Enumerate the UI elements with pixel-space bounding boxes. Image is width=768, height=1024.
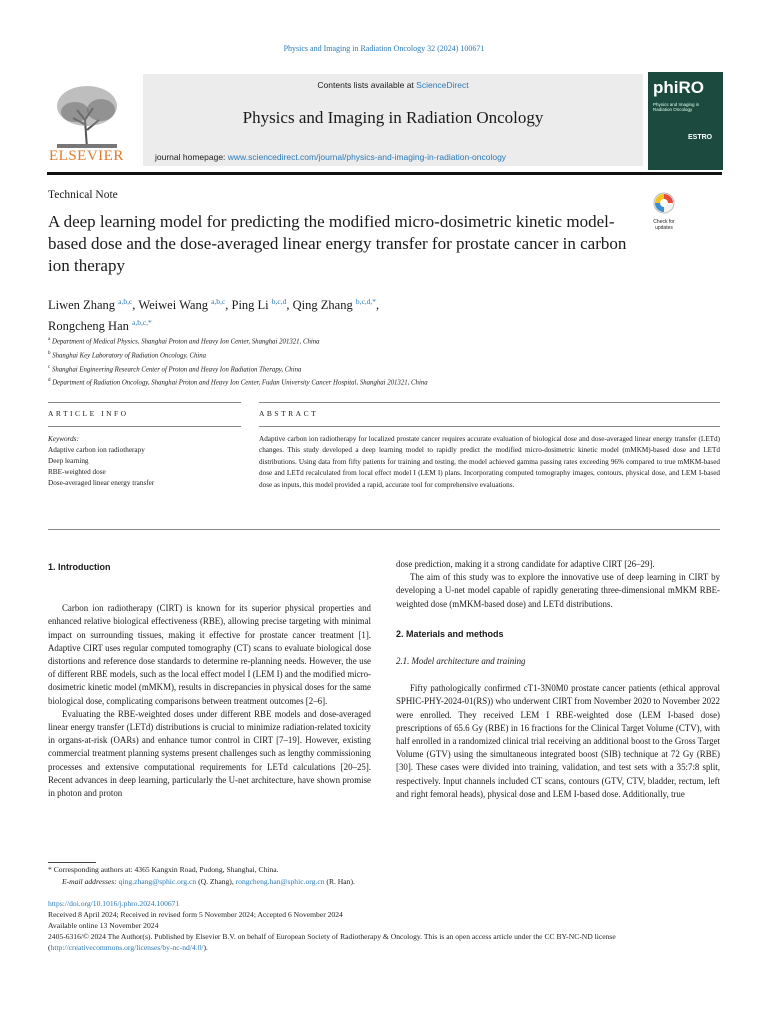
- body-column-right: [396, 558, 720, 801]
- homepage-label: journal homepage:: [155, 152, 228, 162]
- homepage-link[interactable]: www.sciencedirect.com/journal/physics-and-imaging-in-radiation-oncology: [227, 152, 507, 162]
- crossmark-label: Check for updates: [653, 219, 675, 231]
- author-list: Liwen Zhang $^{a,b,c}$, Weiwei Wang $^{a,b,c}$, Ping Li $^{b,c,d}$, Qing Zhang $^{b,c,d,*}$, Rongcheng Han $^{a,b,c,*}$: [48, 297, 380, 334]
- author[interactable]: Rongcheng Han $^{a,b,c,*}$: [48, 318, 152, 334]
- article-type: Technical Note: [48, 189, 118, 201]
- paragraph: Fifty pathologically confirmed cT1-3N0M0 prostate cancer patients (ethical approval SPHIC-PHY-2024-01(RS)) who underwent CIRT from November 2020 to November 2022 were enrolled. They received LEM I RBE-weighted dose (LEM I-based dose) prescriptions of 65.6 Gy (RBE) in 16 fractions for the Clinical Target Volume (CTV), with half enrolled in a randomized clinical trial receiving an additional boost to the Gross Target Volume (GTV) using the simultaneous integrated boost (SIB) technique at 72 Gy (RBE) [30]. These cases were divided into training, validation, and test sets with a 35:7:8 split, respectively. Input channels included CT scans, contours (GTV, CTV, bladder, rectum, left and right femoral heads), physical dose and LEM I-based dose. Additionally, true: [396, 683, 720, 799]
- affiliation-item: $^b$ Shanghai Key Laboratory of Radiation Oncology, China: [48, 350, 207, 360]
- abstract-heading: ABSTRACT: [259, 409, 319, 418]
- homepage-line: [155, 152, 506, 162]
- author[interactable]: Liwen Zhang $^{a,b,c}$: [48, 297, 133, 313]
- affiliation-item: $^d$ Department of Radiation Oncology, Shanghai Proton and Heavy Ion Center, Fudan University Cancer Hospital, Shanghai 201321, China: [48, 378, 428, 387]
- doi-link[interactable]: https://doi.org/10.1016/j.phro.2024.100671: [48, 899, 180, 908]
- affiliation-item: $^a$ Department of Medical Physics, Shanghai Proton and Heavy Ion Center, Shanghai 201321, China: [48, 337, 320, 346]
- available-date: Available online 13 November 2024: [48, 921, 159, 930]
- journal-header: [47, 72, 722, 168]
- author[interactable]: Ping Li $^{b,c,d}$: [231, 297, 287, 313]
- body-column-left: [48, 558, 371, 800]
- contents-line: [143, 80, 643, 90]
- cover-subtitle: Physics and Imaging in Radiation Oncology: [653, 102, 700, 112]
- email-link[interactable]: qing.zhang@sphic.org.cn: [118, 876, 197, 886]
- section-heading: 2. Materials and methods: [396, 628, 504, 639]
- section-heading: 1. Introduction: [48, 562, 111, 572]
- crossmark-icon: [652, 192, 676, 214]
- journal-title: Physics and Imaging in Radiation Oncology: [242, 108, 544, 127]
- divider: [259, 426, 720, 427]
- received-dates: Received 8 April 2024; Received in revised form 5 November 2024; Accepted 6 November 2024: [48, 910, 343, 919]
- paragraph: Carbon ion radiotherapy (CIRT) is known for its superior physical properties and enhanced relative biological effectiveness (RBE), allowing precise targeting with minimal impact on surrounding tissues, making it effective for prostate cancer treatment [1]. Adaptive CIRT uses regular computed tomography (CT) scans to evaluate biological dose distortions and reference dose standards to determine re-planning needs. However, the use of different RBE models, such as the local effect model I (LEM I) and the modified micro-dosimetric kinetic model (mMKM), results in discrepancies in physical doses for the same biological dose, complicating comparisons between treatment outcomes [2–6].: [48, 603, 371, 706]
- publisher-name: ELSEVIER: [49, 148, 124, 164]
- keyword[interactable]: Adaptive carbon ion radiotherapy: [48, 446, 145, 454]
- license-line: [48, 931, 720, 953]
- footnote-divider: [48, 862, 96, 863]
- publication-info: [48, 898, 720, 953]
- sciencedirect-link[interactable]: ScienceDirect: [416, 80, 469, 90]
- article-title: A deep learning model for predicting the modified micro-dosimetric kinetic model-based dose and the dose-averaged linear energy transfer for prostate cancer in carbon ion therapy: [48, 212, 627, 275]
- header-divider: [47, 172, 722, 175]
- affiliations: [48, 334, 728, 389]
- cover-badge: ESTRO: [688, 134, 713, 141]
- license-link[interactable]: http://creativecommons.org/licenses/by-nc-nd/4.0/: [50, 943, 204, 952]
- cover-title: phiRO: [653, 78, 704, 97]
- author[interactable]: Weiwei Wang $^{a,b,c}$: [138, 297, 226, 313]
- email-name: (R. Han).: [324, 876, 355, 886]
- affiliation-item: $^c$ Shanghai Engineering Research Center of Proton and Heavy Ion Radiation Therapy, China: [48, 364, 302, 373]
- email-line: [48, 876, 720, 888]
- header-banner: [143, 74, 643, 166]
- email-label: E-mail addresses:: [62, 876, 119, 886]
- author[interactable]: Qing Zhang $^{b,c,d,*}$: [292, 297, 377, 313]
- divider: [48, 529, 720, 530]
- crossmark-button[interactable]: [648, 192, 680, 231]
- divider: [48, 426, 241, 427]
- keyword[interactable]: RBE-weighted dose: [48, 468, 106, 476]
- license-text: 2405-6316/© 2024 The Author(s). Published by Elsevier B.V. on behalf of European Society of Radiotherapy & Oncology. This is an open access article under the CC BY-NC-ND license (: [48, 932, 616, 952]
- contents-prefix: Contents lists available at: [317, 80, 417, 90]
- paragraph: Evaluating the RBE-weighted doses under different RBE models and dose-averaged linear energy transfer (LETd) distributions is crucial to minimize radiation-related toxicity in organs-at-risk (OARs) and enhance tumor control in CIRT [7–19]. However, existing commercial treatment planning systems present challenges such as lengthy commissioning processes and extensive computational requirements for LETd calculations [20–25]. Recent advances in deep learning, particularly the U-net architecture, have shown promise in photon and proton: [48, 708, 371, 799]
- divider: [259, 402, 720, 403]
- corresponding-note: * Corresponding authors at: 4365 Kangxin Road, Pudong, Shanghai, China.: [48, 865, 279, 874]
- keywords-label: Keywords:: [48, 435, 79, 443]
- license-end: ).: [203, 943, 208, 952]
- keyword[interactable]: Deep learning: [48, 457, 89, 465]
- paragraph: The aim of this study was to explore the innovative use of deep learning in CIRT by developing a U-net model capable of rapidly generating three-dimensional mMKM RBE-weighted dose (mMKM-based dose) and LETd distributions.: [396, 572, 720, 609]
- divider: [48, 402, 241, 403]
- abstract-text: Adaptive carbon ion radiotherapy for localized prostate cancer requires accurate evaluation of biological dose and dose-averaged linear energy transfer (LETd) changes. This study developed a deep learning model to rapidly predict the modified micro-dosimetric kinetic model (mMKM)-based dose and LETd distributions. Using data from fifty patients for training and testing, the model achieved gamma passing rates exceeding 96% compared to true mMKM-based dose and LETd recalculated from local effect model I (LEM I) plans. Incorporating computed tomography images, contours, physical dose, and LEM I-based dose as inputs, this model provided a rapid, accurate tool for comprehensive evaluations.: [259, 435, 720, 489]
- keyword[interactable]: Dose-averaged linear energy transfer: [48, 479, 155, 487]
- paragraph: dose prediction, making it a strong candidate for adaptive CIRT [26–29].: [396, 559, 655, 569]
- email-link[interactable]: rongcheng.han@sphic.org.cn: [235, 876, 325, 886]
- keywords-block: [48, 434, 243, 489]
- article-info-heading: ARTICLE INFO: [48, 409, 129, 418]
- footnote: [48, 864, 720, 887]
- journal-cover[interactable]: [648, 72, 723, 170]
- journal-reference[interactable]: Physics and Imaging in Radiation Oncology 32 (2024) 100671: [283, 44, 485, 53]
- subsection-heading: 2.1. Model architecture and training: [396, 656, 526, 667]
- email-name: (Q. Zhang),: [196, 876, 236, 886]
